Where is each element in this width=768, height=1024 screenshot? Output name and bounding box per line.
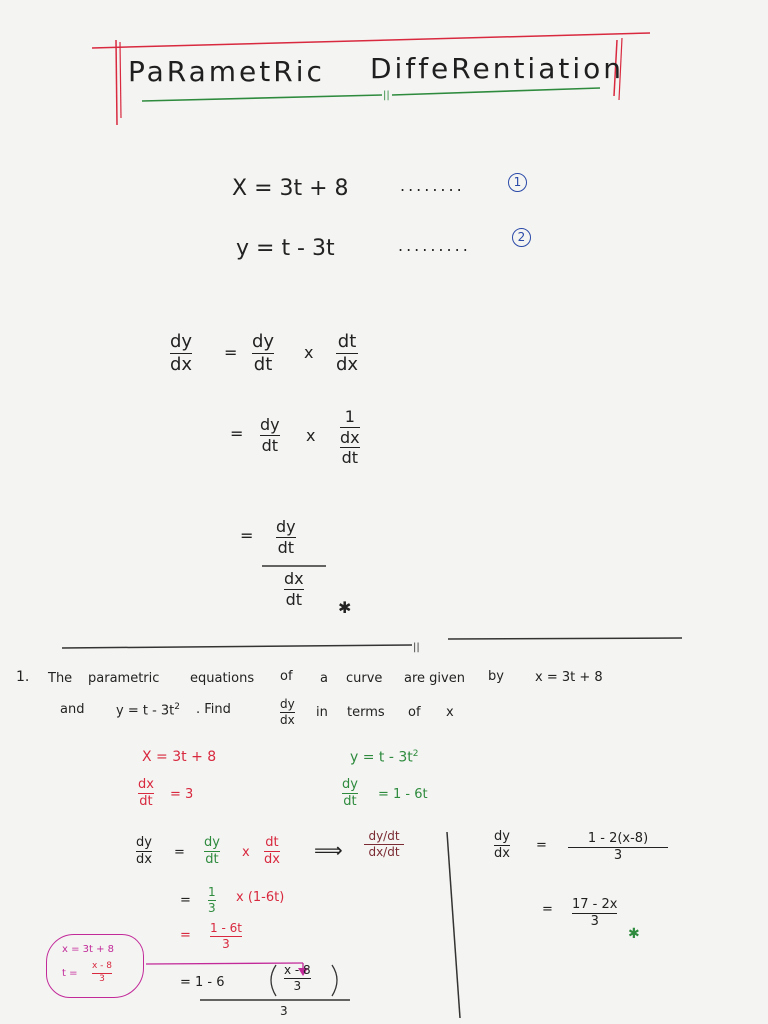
question-dydx: dy dx [280, 697, 295, 728]
vertical-separator [447, 832, 460, 1018]
given-x-dots: ........ [400, 176, 465, 195]
sol-dtdx: dt dx [264, 835, 280, 868]
dydt-fraction-3: dy dt [276, 517, 296, 557]
question-number: 1. [16, 669, 30, 685]
title-underline-left [142, 95, 382, 101]
title-left: PaRametRic [128, 55, 325, 88]
right-dydx: dy dx [494, 829, 510, 862]
answer-star-2: ✱ [628, 926, 640, 942]
one-over-dxdt: 1 dx dt [340, 407, 360, 468]
svg-text:||: || [383, 90, 390, 101]
ref-circle-2: 2 [512, 226, 531, 247]
dydt-fraction: dy dt [252, 331, 275, 375]
given-y-dots: ......... [398, 236, 471, 255]
step4-inner-fraction: x - 8 3 [284, 963, 311, 994]
svg-text:||: || [413, 642, 420, 653]
title-underline-right [392, 88, 600, 95]
cloud-x-eq: x = 3t + 8 [62, 944, 115, 955]
dxdt-fraction-3: dx dt [284, 569, 304, 609]
paren-left [271, 965, 276, 996]
dtdx-fraction: dt dx [336, 331, 359, 375]
implies-arrow: ⟹ [314, 838, 343, 862]
title-box-left2 [120, 42, 121, 118]
sol-dydt: dy dt [342, 777, 358, 810]
dydt-fraction-2: dy dt [260, 415, 280, 455]
one-third-fraction: 1 3 [208, 885, 216, 916]
given-x-equation: X = 3t + 8 [232, 176, 349, 201]
right-fraction-final: 17 - 2x 3 [572, 897, 618, 930]
step3-fraction: 1 - 6t 3 [210, 921, 242, 952]
right-fraction-1: 1 - 2(x-8) 3 [568, 832, 668, 864]
ref-circle-1: 1 [508, 171, 527, 192]
sol-alt-fraction: dy/dt dx/dt [364, 830, 404, 859]
title-right: DiffeRentiation [370, 52, 625, 85]
title-box-left [116, 40, 117, 125]
sol-dydt-2: dy dt [204, 835, 220, 868]
question-y-eq: $y = t - 3t^2$ [116, 702, 181, 719]
given-y-equation: y = t - 3t [236, 236, 335, 261]
sol-x-eq: X = 3t + 8 [142, 749, 217, 765]
title-box-top [92, 33, 650, 48]
paren-right [332, 965, 337, 996]
sol-dxdt: dx dt [138, 777, 154, 810]
sol-dydx: dy dx [136, 835, 152, 868]
notebook-page: || || PaRametRic DiffeRentiation X = 3t + 8 ........ 1 y = t - 3t ......... 2 dy dx = dy dt x dt dx = dy dt x 1 dx dt = dy dt dx dt ✱ 1. The parametric equations of a curve are given by x = 3t + 8 and $y = t - 3t^2$ . Find dy dx in terms of x X = 3t + 8 dx dt = 3 $y = t - 3t^2$ dy dt = 1 - 6t dy dx = dy dt x dt dx ⟹ dy/dt dx/dt = 1 3 x (1-6t) = 1 - 6t 3 = 1 - 6 x - 8 3 3 x = 3t + 8 t = x - 8 3 dy dx = 1 - 2(x-8) 3 = 17 - 2x 3 ✱ [0, 0, 768, 1024]
divider-left [62, 645, 412, 648]
cloud-fraction: x - 8 3 [92, 961, 113, 984]
divider-right [448, 638, 682, 639]
cloud-arrow [146, 963, 303, 964]
dydx-fraction: dy dx [170, 331, 193, 375]
sol-y-eq: $y = t - 3t^2$ [350, 749, 419, 766]
answer-star-1: ✱ [338, 598, 352, 617]
